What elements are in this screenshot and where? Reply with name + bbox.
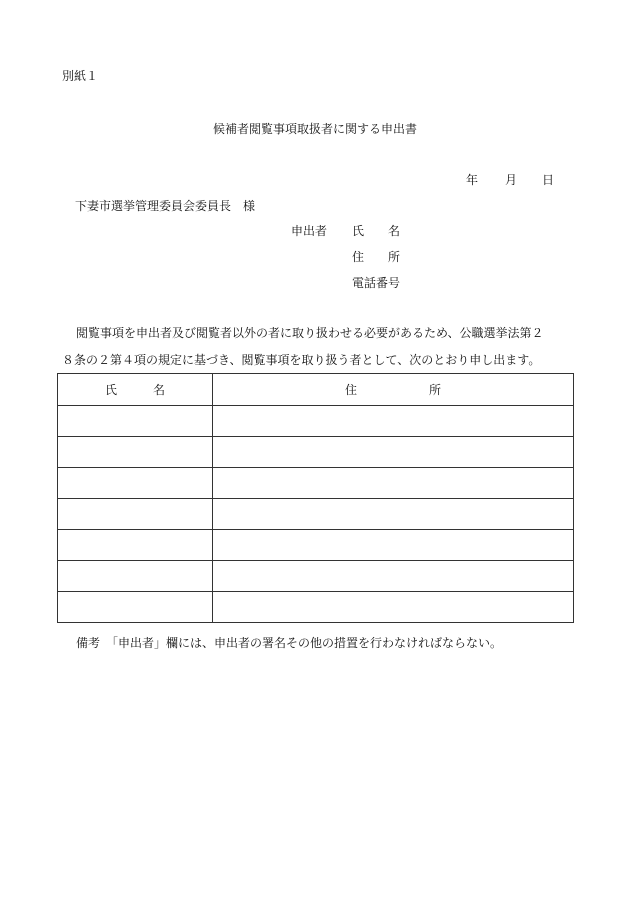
applicant-address-label: 住 所 xyxy=(352,250,401,264)
handler-list-table xyxy=(57,373,574,623)
table-row xyxy=(58,437,574,468)
name-cell[interactable] xyxy=(58,468,213,499)
table-row xyxy=(58,468,574,499)
address-cell[interactable] xyxy=(213,468,574,499)
name-cell[interactable] xyxy=(58,499,213,530)
document-title: 候補者閲覧事項取扱者に関する申出書 xyxy=(212,122,417,136)
table-row xyxy=(58,561,574,592)
date-month-label: 月 xyxy=(505,173,518,187)
column-header-name: 氏 名 xyxy=(58,374,213,406)
date-day-label: 日 xyxy=(542,173,555,187)
name-cell[interactable] xyxy=(58,530,213,561)
name-cell[interactable] xyxy=(58,437,213,468)
table-row xyxy=(58,530,574,561)
date-year-label: 年 xyxy=(466,173,479,187)
annex-label: 別紙１ xyxy=(62,69,99,83)
address-cell[interactable] xyxy=(213,406,574,437)
table-row xyxy=(58,406,574,437)
body-text-line-1: 閲覧事項を申出者及び閲覧者以外の者に取り扱わせる必要があるため、公職選挙法第２ xyxy=(76,326,544,340)
name-cell[interactable] xyxy=(58,406,213,437)
address-cell[interactable] xyxy=(213,437,574,468)
address-cell[interactable] xyxy=(213,530,574,561)
address-cell[interactable] xyxy=(213,561,574,592)
address-cell[interactable] xyxy=(213,499,574,530)
column-header-address: 住 所 xyxy=(213,374,574,406)
body-text-line-2: ８条の２第４項の規定に基づき、閲覧事項を取り扱う者として、次のとおり申し出ます。 xyxy=(62,353,541,367)
addressee: 下妻市選挙管理委員会委員長 様 xyxy=(75,199,256,213)
applicant-label: 申出者 xyxy=(291,224,328,238)
table-row xyxy=(58,592,574,623)
applicant-name-label: 氏 名 xyxy=(352,224,401,238)
table-header-row xyxy=(58,374,574,406)
name-cell[interactable] xyxy=(58,561,213,592)
applicant-phone-label: 電話番号 xyxy=(352,276,401,290)
name-cell[interactable] xyxy=(58,592,213,623)
address-cell[interactable] xyxy=(213,592,574,623)
table-row xyxy=(58,499,574,530)
remarks-note: 備考 「申出者」欄には、申出者の署名その他の措置を行わなければならない。 xyxy=(76,636,503,650)
